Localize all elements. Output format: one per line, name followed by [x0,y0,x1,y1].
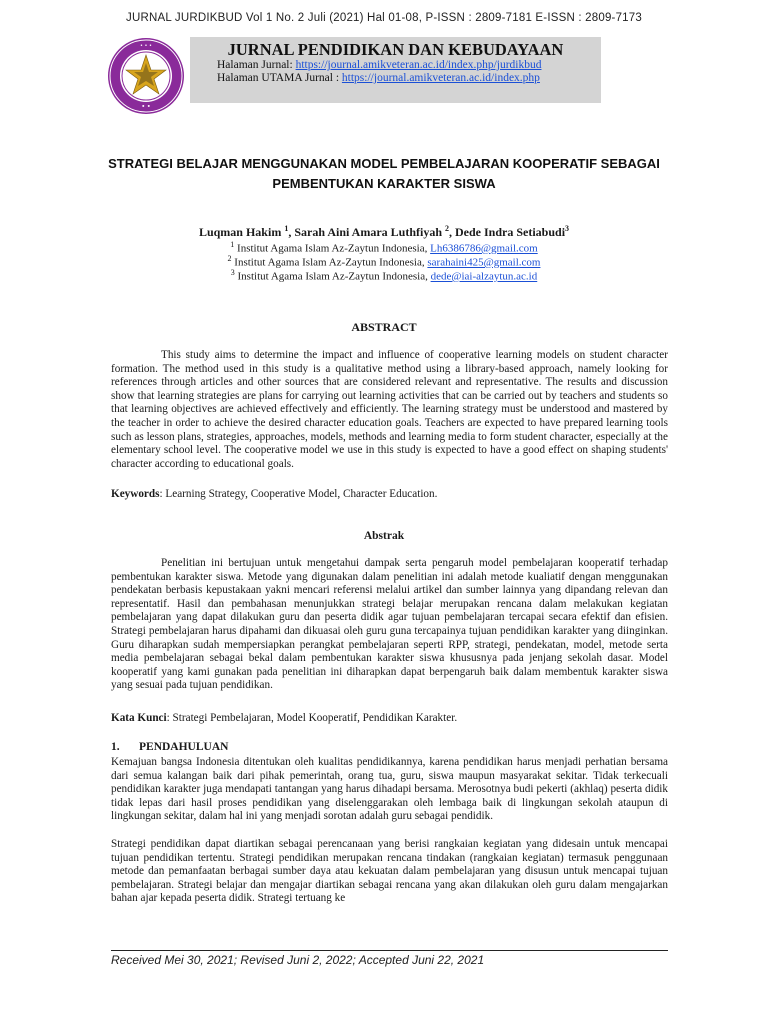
intro-paragraph-1: Kemajuan bangsa Indonesia ditentukan oleh kualitas pendidikannya, karena pendidikan harus menjadi perhatian bersama dari semua kalangan baik dari pihak pemerintah, orang tua, guru, siswa maupun masyarakat sekitar. Tidak terkecuali pendidikan karakter juga mendapati tantangan yang harus dihadapi bersama. Merosotnya budi pekerti (akhlaq) peserta didik tidak lepas dari hasil proses pendidikan yang diselenggarakan oleh lembaga baik di lingkungan sekolah ataupun di lingkungan sekitar, dalam hal ini yang menjadi sorotan adalah guru sebagai pendidik. [111,756,668,823]
paper-title-line1: STRATEGI BELAJAR MENGGUNAKAN MODEL PEMBELAJARAN KOOPERATIF SEBAGAI [108,156,660,171]
abstract-keywords [111,488,668,500]
svg-text:• •: • • [141,104,151,110]
affiliation-2-text: Institut Agama Islam Az-Zaytun Indonesia, [231,256,428,269]
affiliation-1-email[interactable]: Lh6386786@gmail.com [430,242,538,255]
abstract-heading: ABSTRACT [351,320,417,334]
abstract-text: This study aims to determine the impact and influence of cooperative learning models on student character formation. The method used in this study is a qualitative method using a library-based approach, namely looking for references through articles and other sources that are considered relevant and representative. The results and discussion show that learning strategies are plans for carrying out learning activities that can be carried out by teachers and students so that learning objectives are achieved effectively and efficiently. The learning strategy must be understood and mastered by the teacher in order to achieve the desired character education goals. Teachers are expected to have prepared learning tools such as lesson plans, strategies, approaches, models, methods and learning media to form student character, especially at the elementary school level. The cooperative model we use in this study is expected to have a good effect on shaping students' character according to educational goals. [111,349,668,470]
affiliation-1 [0,240,768,255]
footer-divider [111,950,668,951]
kata-kunci-label: Kata Kunci [111,712,167,724]
journal-page-label: Halaman Jurnal: [217,59,296,71]
author-2-sup: 2 [445,224,450,233]
journal-header-box [190,37,601,103]
svg-text:• • •: • • • [139,43,153,49]
author-1: Luqman Hakim [198,225,285,239]
journal-main-label: Halaman UTAMA Jurnal : [217,72,342,84]
affiliation-2 [0,254,768,269]
keywords-value: : Learning Strategy, Cooperative Model, Character Education. [159,488,438,500]
journal-logo [107,37,185,115]
author-2: , Sarah Aini Amara Luthfiyah [288,225,446,239]
abstrak-text: Penelitian ini bertujuan untuk mengetahui dampak serta pengaruh model pembelajaran kooperatif terhadap pembentukan karakter siswa. Metode yang digunakan dalam penelitian ini adalah metode kualiatif dengan menggunakan pendekatan berbasis kepustakaan yakni mencari referensi melalui artikel dan sumber lainnya yang dipandang relevan dan representatif. Hasil dan pembahasan menunjukkan strategi belajar merupakan rencana dalam melakukan kegiatan pembelajaran yang dapat dilakukan guru dan peserta didik agar tujuan pembelajaran tercapai secara efektif dan efisien. Strategi pembelajaran harus dipahami dan dikuasai oleh guru guna tercapainya tujuan pendidikan karakter yang diinginkan. Guru diharapkan sudah mempersiapkan perangkat pembelajaran seperti RPP, strategi, pendekatan, model, metode serta media pembelajaran sebagai bekal dalam pembentukan karakter siswa khususnya pada jenjang sekolah dasar. Model kooperatif yang kami gunakan pada penelitian ini diharapkan dapat berpengaruh baik dalam membentuk karakter siswa yang sesuai pada tujuan pendidikan. [111,557,668,692]
kata-kunci-value: : Strategi Pembelajaran, Model Kooperatif, Pendidikan Karakter. [166,712,458,724]
section-number: 1. [111,741,120,753]
keywords-label: Keywords [111,488,160,500]
author-3-sup: 3 [565,224,570,233]
received-dates: Received Mei 30, 2021; Revised Juni 2, 2022; Accepted Juni 22, 2021 [111,953,485,967]
author-3: , Dede Indra Setiabudi [449,225,566,239]
journal-main-link[interactable]: https://journal.amikveteran.ac.id/index.php [341,72,540,84]
affiliation-1-text: Institut Agama Islam Az-Zaytun Indonesia, [234,242,431,255]
affiliation-3-email[interactable]: dede@iai-alzaytun.ac.id [430,270,538,283]
section-title: PENDAHULUAN [139,741,229,753]
journal-title: JURNAL PENDIDIKAN DAN KEBUDAYAAN [227,40,564,59]
paper-title [100,154,668,194]
section-heading-pendahuluan [111,741,228,753]
author-1-sup: 1 [284,224,289,233]
affiliation-1-sup: 1 [230,240,235,249]
journal-page-link[interactable]: https://journal.amikveteran.ac.id/index.php/jurdikbud [295,59,542,71]
abstrak-keywords [111,712,668,724]
author-list [0,224,768,240]
affiliation-2-email[interactable]: sarahaini425@gmail.com [427,256,541,269]
journal-volume-line: JURNAL JURDIKBUD Vol 1 No. 2 Juli (2021) Hal 01-08, P-ISSN : 2809-7181 E-ISSN : 2809-7173 [126,12,642,24]
paper-title-line2: PEMBENTUKAN KARAKTER SISWA [272,176,496,191]
abstrak-heading: Abstrak [363,530,405,542]
journal-page-line [217,59,541,71]
affiliation-3-sup: 3 [230,268,235,277]
affiliation-3 [0,268,768,283]
journal-main-line [217,72,540,84]
affiliation-2-sup: 2 [227,254,232,263]
intro-paragraph-2: Strategi pendidikan dapat diartikan sebagai perencanaan yang berisi rangkaian kegiatan yang didesain untuk mencapai tujuan pendidikan tertentu. Strategi pendidikan merupakan rencana tindakan (rangkaian kegiatan) termasuk penggunaan metode dan pemanfaatan berbagai sumber daya atau kekuatan dalam pembelajaran yang disusun untuk mencapai tujuan pembelajaran. Strategi belajar dan mengajar diartikan sebagai rencana yang akan dilakukan oleh guru dalam mengajarkan bahan ajar kepada peserta didik. Strategi tertuang ke [111,838,668,905]
affiliation-3-text: Institut Agama Islam Az-Zaytun Indonesia, [234,270,431,283]
